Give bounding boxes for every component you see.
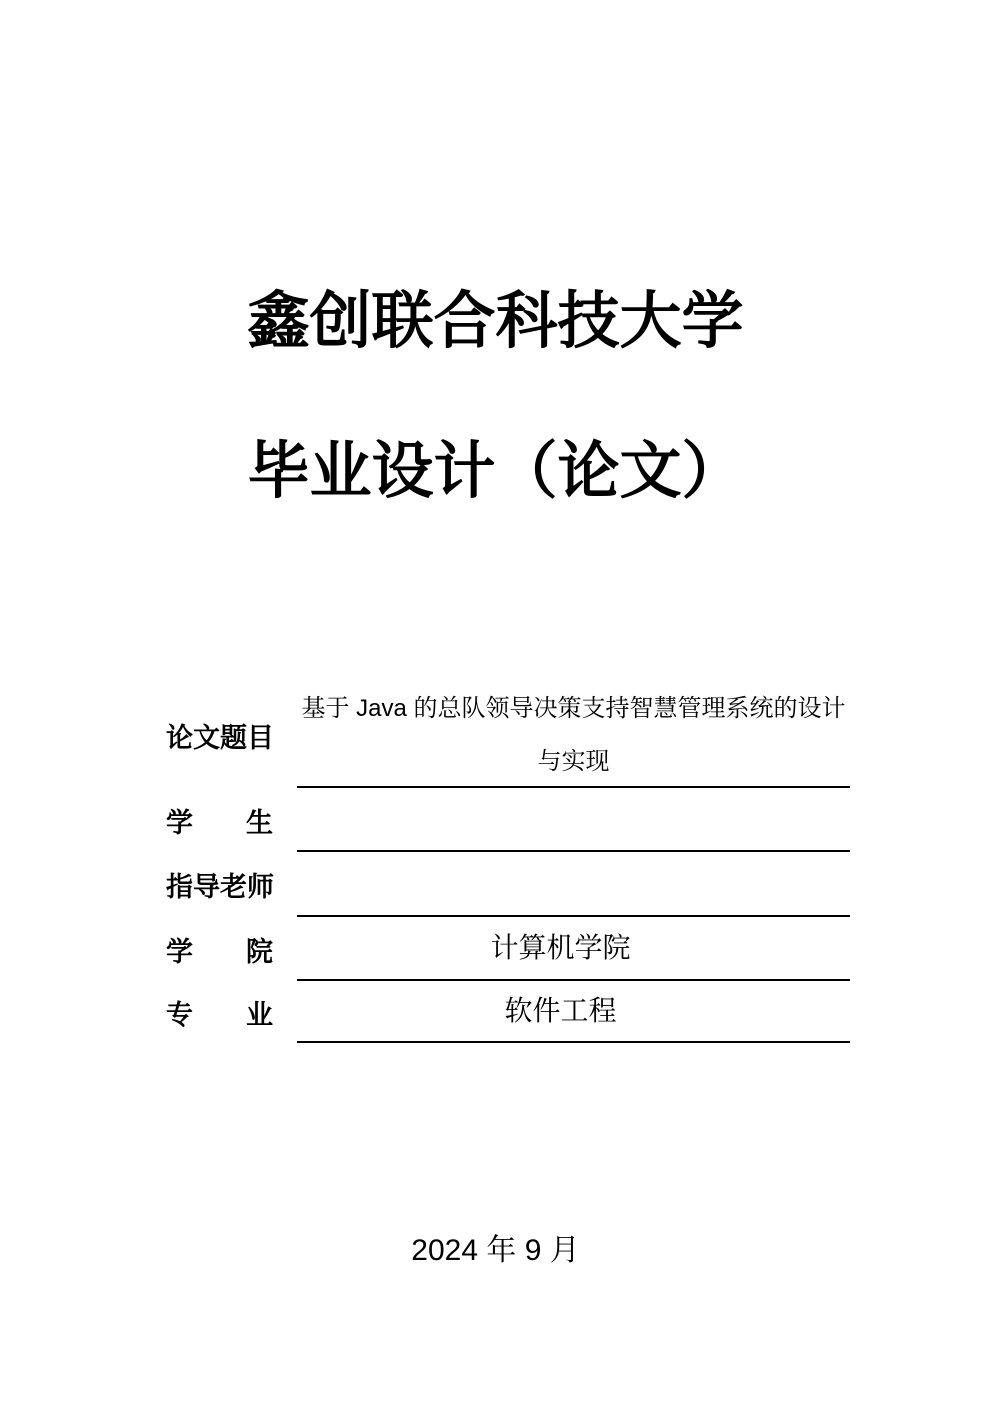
thesis-title-row <box>166 683 850 788</box>
thesis-title-line1: 基于 Java 的总队领导决策支持智慧管理系统的设计 <box>301 694 846 722</box>
college-field: 计算机学院 <box>297 917 850 981</box>
advisor-row <box>166 852 850 917</box>
major-label: 专 业 <box>166 999 273 1030</box>
document-type-title: 毕业设计（论文） <box>247 437 744 506</box>
thesis-title-field <box>297 683 850 788</box>
major-row <box>166 981 850 1043</box>
student-label: 学 生 <box>166 807 273 838</box>
publication-date: 2024 年 9 月 <box>411 1234 580 1267</box>
thesis-title-line2: 与实现 <box>537 747 610 775</box>
thesis-title-label: 论文题目 <box>166 723 274 753</box>
major-field: 软件工程 <box>297 981 850 1043</box>
advisor-label: 指导老师 <box>166 872 274 902</box>
student-row <box>166 788 850 852</box>
cover-form <box>166 683 850 1043</box>
college-row <box>166 917 850 981</box>
advisor-field <box>297 852 850 917</box>
university-name: 鑫创联合科技大学 <box>247 287 744 356</box>
student-field <box>297 788 850 852</box>
college-label: 学 院 <box>166 936 273 967</box>
